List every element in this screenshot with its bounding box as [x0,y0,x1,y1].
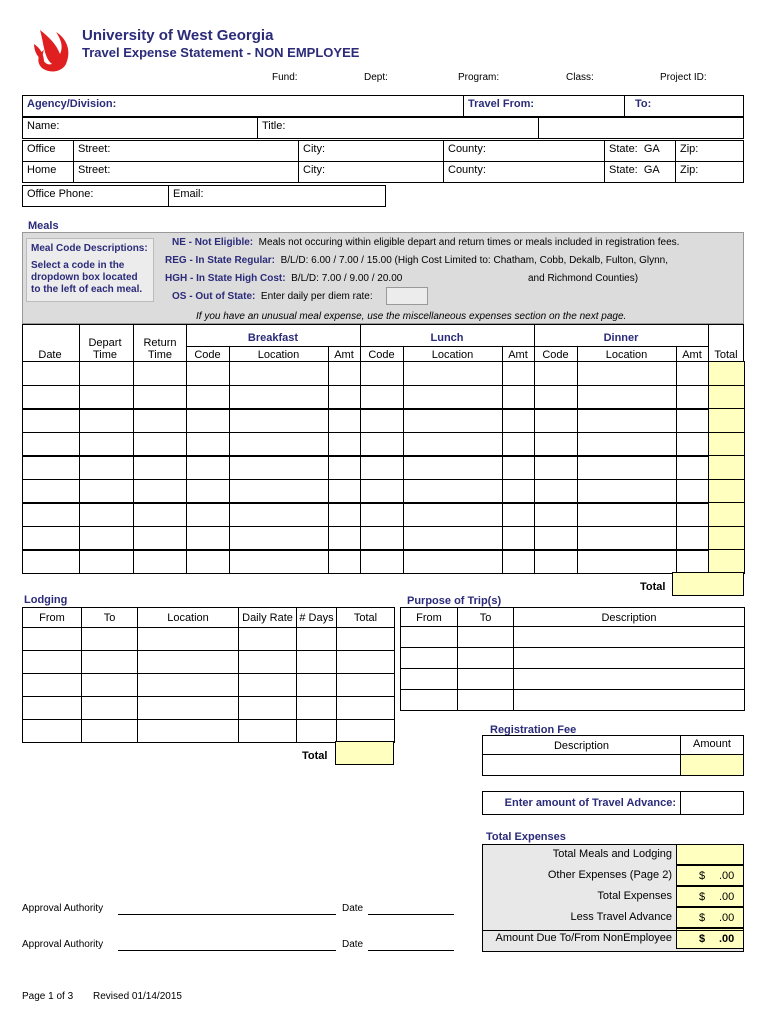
meal-code-col-header: Code [542,349,569,361]
meal-table-cell[interactable] [577,526,677,551]
registration-desc-input[interactable] [482,754,681,776]
meal-table-cell[interactable] [577,361,677,386]
meal-table-cell[interactable] [328,479,361,504]
lodging-daily-rate-header: Daily Rate [238,607,297,628]
meal-table-cell[interactable] [79,526,134,551]
lodging-total-field[interactable] [335,741,394,765]
meal-header-divider [133,324,134,362]
meal-table-cell[interactable] [403,502,503,527]
lodging-table-cell[interactable] [336,650,395,674]
meal-table-cell[interactable] [328,502,361,527]
meal-table-cell[interactable] [534,549,578,574]
title-label: Title: [262,120,286,132]
email-field[interactable]: Email: [168,185,386,207]
meal-table-cell[interactable] [534,432,578,457]
meal-table-cell[interactable] [676,502,709,527]
lodging-table-cell[interactable] [137,696,239,720]
purpose-from-header: From [400,607,458,627]
home-city-field[interactable]: City: [298,161,444,183]
purpose-description-header: Description [513,607,745,627]
purpose-table-cell[interactable] [400,689,458,711]
meal-table-cell[interactable] [229,479,329,504]
reg-code-row: REG - In State Regular: B/L/D: 6.00 / 7.00 / 15.00 (High Cost Limited to: Chatham, Cobb, Dekalb, Fulton, Glynn, [165,255,668,266]
hgh-code-row: HGH - In State High Cost: B/L/D: 7.00 / 9.00 / 20.00 [165,273,403,284]
meal-table-cell[interactable] [403,408,503,433]
approval-date-1-line[interactable] [368,914,454,915]
lodging-title: Lodging [24,594,68,606]
meal-header-subline [186,346,708,347]
office-state-field[interactable]: State: GA [604,140,676,162]
registration-desc-header: Description [482,735,681,755]
lodging-table-cell[interactable] [238,696,297,720]
dinner-header: Dinner [603,332,639,344]
approval-date-2-line[interactable] [368,950,454,951]
lodging-table-cell[interactable] [238,650,297,674]
office-phone-field[interactable]: Office Phone: [22,185,169,207]
meals-grand-total-field[interactable] [672,572,744,596]
meal-table-cell[interactable] [676,479,709,504]
meal-table-cell[interactable] [133,408,187,433]
university-name: University of West Georgia [82,27,274,44]
lodging-table-cell[interactable] [81,627,138,651]
purpose-table-cell[interactable] [400,668,458,690]
meal-table-cell[interactable] [328,361,361,386]
meal-table-cell[interactable] [502,479,535,504]
purpose-table-cell[interactable] [400,647,458,669]
meal-table-cell[interactable] [22,479,80,504]
meal-table-cell[interactable] [79,502,134,527]
meal-table-cell[interactable] [22,502,80,527]
meal-table-cell[interactable] [79,455,134,480]
meal-table-cell[interactable] [79,385,134,410]
meal-row-total-cell[interactable] [708,455,745,480]
total-expenses-title: Total Expenses [486,831,566,843]
form-title: Travel Expense Statement - NON EMPLOYEE [82,45,360,60]
meal-table-cell[interactable] [360,502,404,527]
total-expenses-row-label: Amount Due To/From NonEmployee [495,932,672,944]
meal-table-cell[interactable] [534,479,578,504]
currency-symbol: $ [699,912,706,924]
revised-date: Revised 01/14/2015 [93,991,182,1002]
approval-authority-2-line[interactable] [118,950,336,951]
lodging-table-cell[interactable] [81,673,138,697]
return-col-header: Return Time [143,337,177,361]
meal-table-cell[interactable] [534,526,578,551]
lodging-table-cell[interactable] [336,719,395,743]
meal-table-cell[interactable] [403,479,503,504]
meal-code-col-header: Code [368,349,395,361]
total-expenses-row-label: Other Expenses (Page 2) [547,869,672,881]
registration-amount-input[interactable] [680,754,744,776]
lunch-header: Lunch [430,332,464,344]
project-id-label: Project ID: [660,72,707,83]
meal-location-col-header: Location [257,349,300,361]
lodging-total-label: Total [302,750,328,762]
total-expenses-row-value [676,865,744,886]
office-county-field[interactable]: County: [443,140,605,162]
meal-row-total-cell[interactable] [708,385,745,410]
meal-table-cell[interactable] [502,408,535,433]
meal-table-cell[interactable] [186,385,230,410]
purpose-table-cell[interactable] [457,647,514,669]
purpose-table-cell[interactable] [513,668,745,690]
meal-table-cell[interactable] [403,455,503,480]
meal-table-cell[interactable] [403,526,503,551]
date-col-header: Date [38,349,62,361]
home-county-field[interactable]: County: [443,161,605,183]
amount-due-separator [482,930,744,931]
meal-table-cell[interactable] [502,361,535,386]
title-field[interactable] [257,117,539,139]
lodging-table-cell[interactable] [137,650,239,674]
meal-table-cell[interactable] [22,432,80,457]
meal-table-cell[interactable] [577,549,677,574]
purpose-table-cell[interactable] [400,626,458,648]
meal-table-cell[interactable] [133,455,187,480]
total-amount: .00 [719,870,735,882]
meal-amt-col-header: Amt [682,349,702,361]
meal-table-cell[interactable] [328,455,361,480]
meal-row-total-cell[interactable] [708,432,745,457]
os-code-row: OS - Out of State: Enter daily per diem rate: [172,291,373,302]
lodging-table-cell[interactable] [22,673,82,697]
meal-location-col-header: Location [605,349,648,361]
lodging-location-header: Location [137,607,239,628]
meal-table-cell[interactable] [502,455,535,480]
meal-row-total-cell[interactable] [708,361,745,386]
meal-table-cell[interactable] [22,455,80,480]
meal-table-cell[interactable] [403,432,503,457]
total-expenses-row-value[interactable] [676,907,744,928]
meal-table-cell[interactable] [360,432,404,457]
meal-table-cell[interactable] [502,432,535,457]
lodging-table-cell[interactable] [296,719,337,743]
meal-table-cell[interactable] [534,385,578,410]
purpose-table-cell[interactable] [513,689,745,711]
agency-label: Agency/Division: [27,98,117,110]
lodging-table-cell[interactable] [238,673,297,697]
total-expenses-row-label: Total Expenses [597,890,672,902]
meal-table-cell[interactable] [186,502,230,527]
lodging-to-header: To [81,607,138,628]
meal-table-cell[interactable] [133,385,187,410]
lodging-table-cell[interactable] [238,719,297,743]
meal-table-cell[interactable] [676,432,709,457]
meal-table-cell[interactable] [22,361,80,386]
meal-code-desc-box: Meal Code Descriptions: Select a code in the dropdown box located to the left of each meal. [26,238,154,302]
lodging-table-cell[interactable] [336,673,395,697]
meal-table-cell[interactable] [186,408,230,433]
meal-table-cell[interactable] [186,432,230,457]
meal-table-cell[interactable] [360,455,404,480]
meal-table-cell[interactable] [229,361,329,386]
meal-table-cell[interactable] [79,479,134,504]
office-row-label: Office [22,140,74,162]
total-expenses-row-value [676,886,744,907]
meal-table-cell[interactable] [133,526,187,551]
lodging-table-cell[interactable] [81,719,138,743]
total-expenses-row-value [676,844,744,865]
meal-header-divider [79,324,80,362]
office-street-field[interactable]: Street: [73,140,299,162]
meal-table-cell[interactable] [577,408,677,433]
meal-table-cell[interactable] [534,455,578,480]
total-amount: .00 [719,891,735,903]
meal-table-cell[interactable] [328,549,361,574]
dept-label: Dept: [364,72,388,83]
meal-table-cell[interactable] [534,361,578,386]
lodging-from-header: From [22,607,82,628]
meal-table-cell[interactable] [328,526,361,551]
total-expenses-row-label: Less Travel Advance [570,911,672,923]
lodging-table-cell[interactable] [22,650,82,674]
home-street-field[interactable]: Street: [73,161,299,183]
lodging-table-cell[interactable] [296,650,337,674]
approval-authority-2-label: Approval Authority [22,939,104,950]
meal-table-cell[interactable] [676,408,709,433]
lodging-table-cell[interactable] [22,627,82,651]
meal-table-cell[interactable] [328,408,361,433]
meal-table-cell[interactable] [360,549,404,574]
meal-row-total-cell[interactable] [708,479,745,504]
fund-label: Fund: [272,72,298,83]
title-extra-field[interactable] [538,117,744,139]
total-expenses-row-label: Total Meals and Lodging [552,848,672,860]
meal-table-cell[interactable] [676,361,709,386]
home-zip-field[interactable]: Zip: [675,161,744,183]
meal-table-cell[interactable] [360,408,404,433]
travel-advance-label-box: Enter amount of Travel Advance: [482,791,681,815]
approval-date-2-label: Date [342,939,364,950]
meal-table-cell[interactable] [229,526,329,551]
lodging-table-cell[interactable] [137,673,239,697]
lodging-table-cell[interactable] [81,650,138,674]
meal-table-cell[interactable] [403,361,503,386]
lodging-table-cell[interactable] [238,627,297,651]
meal-table-cell[interactable] [229,408,329,433]
ne-code-row: NE - Not Eligible: Meals not occuring within eligible depart and return times or meals included in registration fees. [172,237,680,248]
meal-code-col-header: Code [194,349,221,361]
page-number: Page 1 of 3 [22,991,74,1002]
total-amount: .00 [719,912,735,924]
meal-table-cell[interactable] [186,526,230,551]
office-city-field[interactable]: City: [298,140,444,162]
meal-location-col-header: Location [431,349,474,361]
meal-table-cell[interactable] [403,385,503,410]
lodging-table-cell[interactable] [296,627,337,651]
meal-amt-col-header: Amt [508,349,528,361]
meal-table-cell[interactable] [534,408,578,433]
meal-table-cell[interactable] [133,549,187,574]
purpose-title: Purpose of Trip(s) [407,595,502,607]
meal-amt-col-header: Amt [334,349,354,361]
meal-table-cell[interactable] [534,502,578,527]
meal-table-cell[interactable] [133,432,187,457]
purpose-table-cell[interactable] [457,689,514,711]
lodging-table-cell[interactable] [296,673,337,697]
meal-table-cell[interactable] [328,385,361,410]
lodging-table-cell[interactable] [22,696,82,720]
lodging-table-cell[interactable] [137,627,239,651]
total-expenses-row-value [676,928,744,949]
currency-symbol: $ [699,933,706,945]
purpose-table-cell[interactable] [513,626,745,648]
approval-authority-1-line[interactable] [118,914,336,915]
travel-to-field[interactable] [624,95,744,117]
meal-table-cell[interactable] [133,479,187,504]
approval-date-1-label: Date [342,903,364,914]
meal-table-cell[interactable] [186,479,230,504]
meal-table-cell[interactable] [79,432,134,457]
lodging-table-cell[interactable] [296,696,337,720]
meal-table-cell[interactable] [79,408,134,433]
meal-table-cell[interactable] [186,549,230,574]
lodging-table-cell[interactable] [336,627,395,651]
program-label: Program: [458,72,500,83]
meal-table-cell[interactable] [676,549,709,574]
meal-table-cell[interactable] [577,432,677,457]
meal-table-cell[interactable] [502,385,535,410]
meal-row-total-cell[interactable] [708,502,745,527]
name-field[interactable] [22,117,258,139]
meal-table-cell[interactable] [133,502,187,527]
travel-from-label: Travel From: [468,98,535,110]
home-row-label: Home [22,161,74,183]
meal-table-cell[interactable] [229,549,329,574]
meal-table-cell[interactable] [186,361,230,386]
depart-col-header: Depart Time [88,337,122,361]
meal-row-total-cell[interactable] [708,408,745,433]
meal-table-cell[interactable] [22,549,80,574]
meal-table-cell[interactable] [676,385,709,410]
approval-authority-1-label: Approval Authority [22,903,104,914]
purpose-table-cell[interactable] [457,668,514,690]
breakfast-header: Breakfast [247,332,299,344]
meal-table-cell[interactable] [22,385,80,410]
office-zip-field[interactable]: Zip: [675,140,744,162]
lodging-table-cell[interactable] [22,719,82,743]
meal-row-total-cell[interactable] [708,526,745,551]
lodging-total-header: Total [336,607,395,628]
meal-table-cell[interactable] [360,479,404,504]
lodging-table-cell[interactable] [137,719,239,743]
travel-to-label: To: [635,98,652,110]
registration-title: Registration Fee [490,724,577,736]
meal-table-cell[interactable] [502,549,535,574]
meal-table-cell[interactable] [577,455,677,480]
meal-table-cell[interactable] [676,455,709,480]
unusual-meal-note: If you have an unusual meal expense, use the miscellaneous expenses section on the next page. [196,311,627,322]
meal-table-cell[interactable] [186,455,230,480]
meal-table-cell[interactable] [229,455,329,480]
meal-table-cell[interactable] [577,479,677,504]
travel-from-field[interactable] [463,95,625,117]
meals-section-title: Meals [28,220,59,232]
registration-amount-header: Amount [680,735,744,755]
lodging-days-header: # Days [296,607,337,628]
lodging-table-cell[interactable] [81,696,138,720]
currency-symbol: $ [699,891,706,903]
meal-table-cell[interactable] [229,502,329,527]
travel-advance-input[interactable] [680,791,744,815]
meal-table-cell[interactable] [360,385,404,410]
meal-total-col-header: Total [714,349,738,361]
meal-row-total-cell[interactable] [708,549,745,574]
purpose-table-cell[interactable] [513,647,745,669]
meal-table-cell[interactable] [22,408,80,433]
meal-table-cell[interactable] [79,361,134,386]
meal-table-cell[interactable] [502,526,535,551]
total-amount: .00 [719,933,735,945]
purpose-table-cell[interactable] [457,626,514,648]
meal-table-cell[interactable] [229,385,329,410]
meal-table-cell[interactable] [577,385,677,410]
meal-table-cell[interactable] [360,361,404,386]
meal-table-cell[interactable] [328,432,361,457]
meal-table-cell[interactable] [577,502,677,527]
hgh-counties: and Richmond Counties) [528,273,639,284]
meal-table-cell[interactable] [133,361,187,386]
purpose-to-header: To [457,607,514,627]
currency-symbol: $ [699,870,706,882]
meal-table-cell[interactable] [676,526,709,551]
meals-grand-total-label: Total [640,581,666,593]
name-label: Name: [27,120,60,132]
home-state-field[interactable]: State: GA [604,161,676,183]
uwg-logo-icon [30,24,80,76]
meal-table-cell[interactable] [229,432,329,457]
class-label: Class: [566,72,594,83]
meal-table-cell[interactable] [79,549,134,574]
meal-table-cell[interactable] [22,526,80,551]
agency-division-field[interactable] [22,95,464,117]
lodging-table-cell[interactable] [336,696,395,720]
per-diem-rate-input[interactable] [386,287,428,305]
meal-table-cell[interactable] [360,526,404,551]
meal-table-cell[interactable] [403,549,503,574]
meal-table-cell[interactable] [502,502,535,527]
